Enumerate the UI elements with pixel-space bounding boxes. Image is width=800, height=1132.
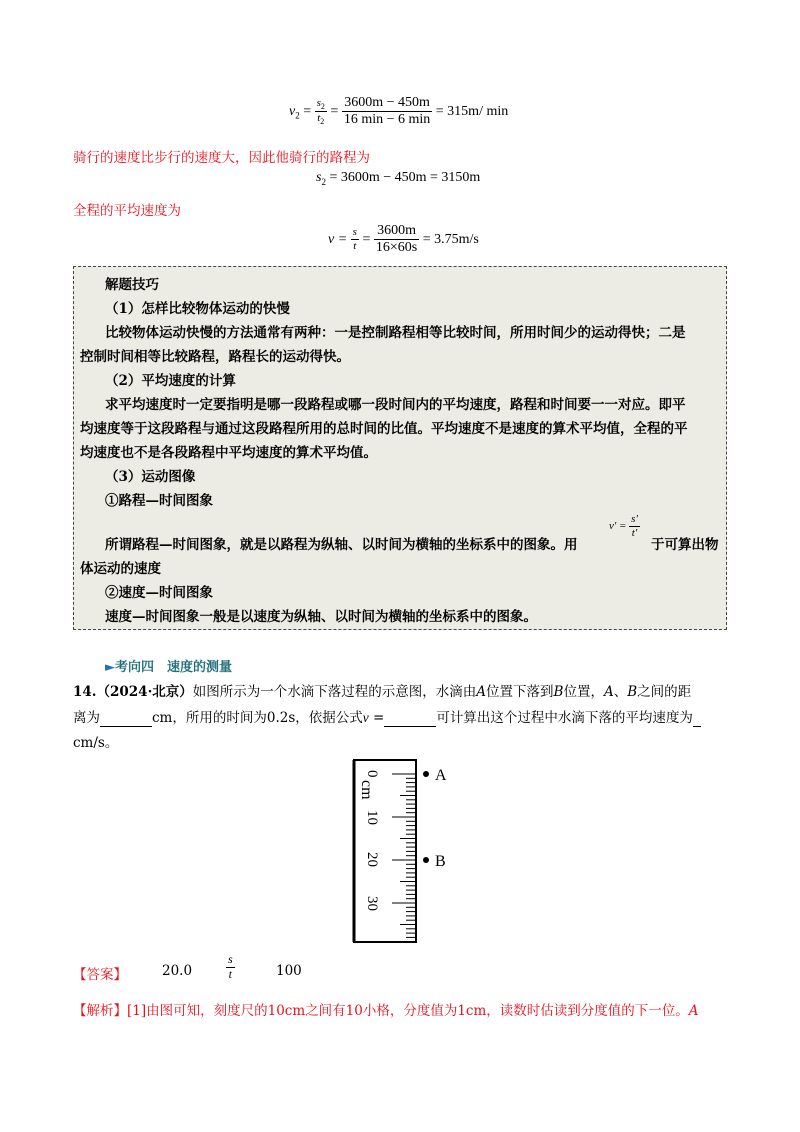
- tips-heading-3-2: ②速度—时间图象: [105, 585, 213, 601]
- tips-heading-2: （2）平均速度的计算: [105, 373, 236, 389]
- triangle-marker-icon: ►: [105, 660, 115, 675]
- equation-v2: $v_2$ = $\frac{s_2}{t_2}$ = $\frac{3600m - 450m}{16 \min - 6 \min}$ = 315m/ min: [289, 95, 509, 128]
- text-average-speed: 全程的平均速度为: [73, 203, 181, 219]
- tips-paragraph-3-line-1: 所谓路程—时间图象，就是以路程为纵轴、以时间为横轴的坐标系中的图象。用: [105, 537, 578, 553]
- question-line-3: cm/s。: [73, 735, 119, 751]
- tips-title: 解题技巧: [105, 277, 159, 293]
- answer-label: 【答案】: [73, 967, 127, 983]
- ruler-tick-label-10: 10: [364, 810, 380, 825]
- question-line-2: 离为 cm，所用的时间为0.2s，依据公式v = 可计算出这个过程中水滴下落的平均速度为: [73, 706, 701, 727]
- ruler-tick-label-0: 0: [364, 770, 380, 778]
- answer-formula: $\frac{s}{t}$: [228, 952, 233, 981]
- equation-s2: $s_2 = 3600m - 450m = 3150m$: [316, 170, 481, 187]
- question-line-1: 14.（2024·北京）如图所示为一个水滴下落过程的示意图，水滴由A位置下落到B位置，A、B之间的距: [73, 684, 692, 700]
- answer-value-3: 100: [276, 963, 302, 979]
- tips-paragraph-2-line-1: 求平均速度时一定要指明是哪一段路程或哪一段时间内的平均速度，路程和时间要一一对应。即平: [105, 397, 686, 413]
- answer-blank-3[interactable]: [693, 710, 701, 727]
- ruler-unit-label: cm: [358, 780, 375, 800]
- ruler-figure: [350, 758, 460, 944]
- equation-v: v = $\frac{s}{t}$ = $\frac{3600m}{16\times 60s}$ = 3.75m/s: [328, 223, 479, 256]
- tips-paragraph-3-line-1-end: 于可算出物: [651, 537, 719, 553]
- answer-blank-1[interactable]: [100, 710, 152, 727]
- water-drop-point-a: [423, 771, 429, 777]
- analysis-line: 【解析】[1]由图可知，刻度尺的10cm之间有10小格，分度值为1cm，读数时估读到分度值的下一位。A: [73, 1003, 699, 1019]
- tips-heading-3: （3）运动图像: [105, 469, 196, 485]
- answer-blank-2[interactable]: [384, 710, 436, 727]
- point-a-label: A: [435, 767, 447, 784]
- tips-paragraph-3-line-2: 体运动的速度: [80, 561, 161, 577]
- text-ride: 骑行的速度比步行的速度大，因此他骑行的路程为: [73, 150, 370, 166]
- ruler-tick-label-20: 20: [364, 852, 380, 867]
- tips-paragraph-4: 速度—时间图象一般是以速度为纵轴、以时间为横轴的坐标系中的图象。: [105, 609, 537, 625]
- equation-v-fraction-1: $\frac{s}{t}$: [352, 226, 357, 253]
- tips-paragraph-1-line-2: 控制时间相等比较路程，路程长的运动得快。: [80, 349, 350, 365]
- ruler-tick-label-30: 30: [364, 896, 380, 911]
- answer-value-1: 20.0: [162, 963, 193, 979]
- tips-heading-3-1: ①路程—时间图象: [105, 493, 213, 509]
- tips-formula: v' = $\frac{s'}{t'}$: [609, 513, 638, 539]
- equation-v2-fraction-1: $\frac{s_2}{t_2}$: [316, 96, 325, 127]
- equation-v-fraction-2: $\frac{3600m}{16\times 60s}$: [375, 223, 418, 256]
- point-b-label: B: [435, 853, 446, 870]
- tips-paragraph-2-line-2: 均速度等于这段路程与通过这段路程所用的总时间的比值。平均速度不是速度的算术平均值，全程的平: [80, 421, 688, 437]
- section-heading: ►考向四 速度的测量: [105, 660, 233, 675]
- tips-paragraph-2-line-3: 均速度也不是各段路程中平均速度的算术平均值。: [80, 445, 377, 461]
- equation-v2-fraction-2: $\frac{3600m - 450m}{16 \min - 6 \min}$: [343, 95, 431, 128]
- water-drop-point-b: [423, 857, 429, 863]
- tips-heading-1: （1）怎样比较物体运动的快慢: [105, 301, 290, 317]
- tips-paragraph-1-line-1: 比较物体运动快慢的方法通常有两种：一是控制路程相等比较时间，所用时间少的运动得快；二是: [105, 325, 686, 341]
